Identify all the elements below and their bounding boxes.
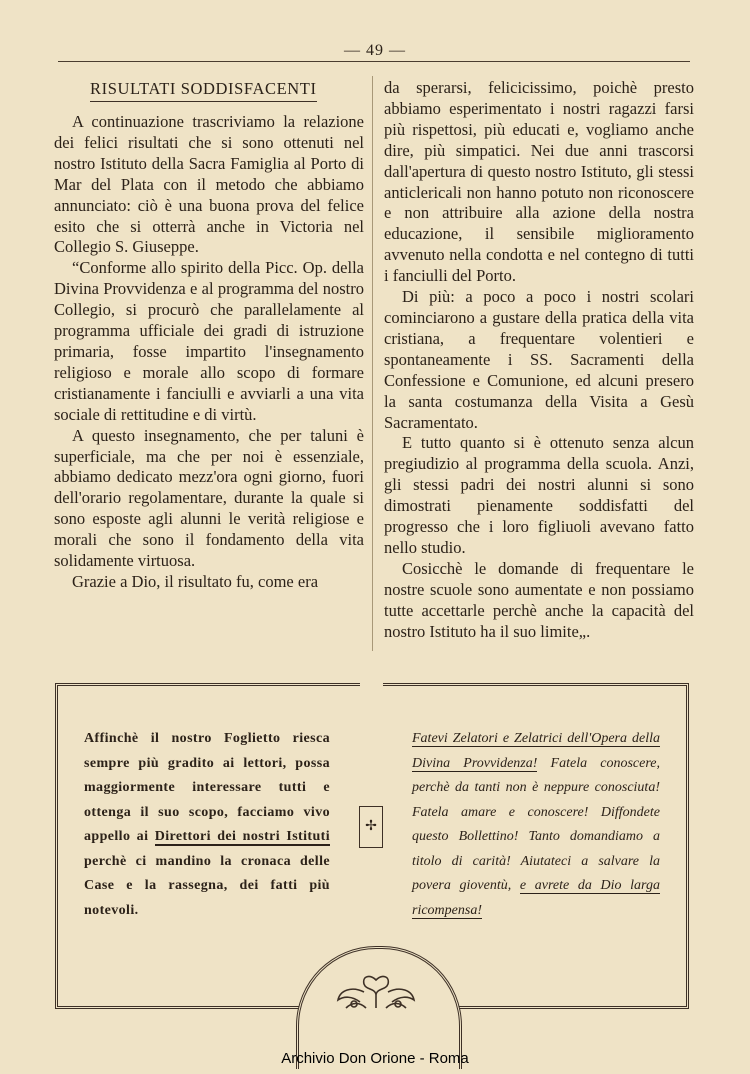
article-right-column	[384, 78, 694, 642]
zelatori-appeal-notice	[412, 727, 660, 923]
top-rule	[58, 61, 690, 62]
article-paragraph: E tutto quanto si è ottenuto senza alcun pregiudizio al programma della scuola. Anzi, gli stessi padri dei nostri alunni si sono dimostrati pienamente soddisfatti del progresso che i loro figliuoli avevano fatto nello studio.	[384, 433, 694, 557]
article-paragraph: A continuazione trascriviamo la relazione dei felici risultati che si sono ottenuti nel nostro Istituto della Sacra Famiglia al Porto di Mar del Plata con il metodo che abbiamo annunciato: ciò è una buona prova del felice esito che si otterrà anche in Victoria nel Collegio S. Giuseppe.	[54, 112, 364, 257]
notice-underlined-text: Direttori dei nostri Istituti	[154, 829, 330, 844]
appeal-to-directors-notice	[84, 727, 330, 923]
archive-caption: Archivio Don Orione - Roma	[281, 1050, 469, 1067]
article-paragraph: “Conforme allo spirito della Picc. Op. della Divina Provvidenza e al programma del nostro Collegio, si procurò che parallelamente al programma ufficiale dei gradi di istruzione primaria, fosse impartito l'insegnamento religioso e morale allo scopo di formare cristianamente i fanciulli e avviarli a una vita sociale di rettitudine e di virtù.	[54, 258, 364, 424]
article-paragraph: A questo insegnamento, che per taluni è superficiale, ma che per noi è essenziale, abbiamo dedicato mezz'ora ogni giorno, fuori dell'orario regolamentare, durante la quale si sono esposte agli alunni le verità religiose e morali che sono il fondamento della vita solidamente virtuosa.	[54, 425, 364, 571]
center-ornament-icon: ✢	[359, 806, 383, 848]
article-paragraph-continued: da sperarsi, felicicissimo, poichè presto abbiamo esperimentato i nostri ragazzi farsi più rispettosi, più educati e, vogliamo anche dire, più simpatici. Nei due anni trascorsi dall'apertura di questo nostro Istituto, gli stessi anticlericali non hanno potuto non riconoscere e non attribuire alla azione della nostra educazione, il sensibile miglioramento avvenuto nella condotta e nel contegno di tutti i fanciulli del Porto.	[384, 78, 694, 286]
article-paragraph: Di più: a poco a poco i nostri scolari cominciarono a gustare della pratica della vita cristiana, a frequentare volentieri e spontaneamente i SS. Sacramenti della Confessione e Comunione, ed alcuni presero la santa costumanza della Visita a Gesù Sacramentato.	[384, 287, 694, 432]
floral-ornament-icon	[330, 972, 422, 1012]
article-heading: RISULTATI SODDISFACENTI	[90, 78, 317, 102]
notice-underlined-text: Fatevi Zelatori e Zelatrici dell'Opera della Divina Provvidenza!	[412, 731, 660, 771]
article-left-column	[54, 78, 364, 593]
column-divider	[372, 76, 373, 651]
notice-underlined-text: e avrete da Dio larga ricompensa!	[412, 878, 660, 918]
article-paragraph: Cosicchè le domande di frequentare le nostre scuole sono aumentate e non possiamo tutte accettarle perchè anche la capacità del nostro Istituto ha il suo limite„.	[384, 558, 694, 641]
page-number: — 49 —	[344, 42, 406, 59]
notice-text: Affinchè il nostro Foglietto riesca sempre più gradito ai lettori, possa maggiormente interessare tutti e ottenga il suo scopo, facciamo vivo appello ai	[84, 731, 330, 844]
notice-text: Fatela conoscere, perchè da tanti non è neppure conosciuta! Fatela amare e conoscere! Diffondete questo Bollettino! Tanto domandiamo a titolo di carità! Aiutateci a salvare la povera gioventù,	[412, 755, 660, 893]
article-paragraph: Grazie a Dio, il risultato fu, come era	[72, 571, 319, 591]
notice-text: perchè ci mandino la cronaca delle Case e la rassegna, dei fatti più notevoli.	[84, 853, 330, 918]
